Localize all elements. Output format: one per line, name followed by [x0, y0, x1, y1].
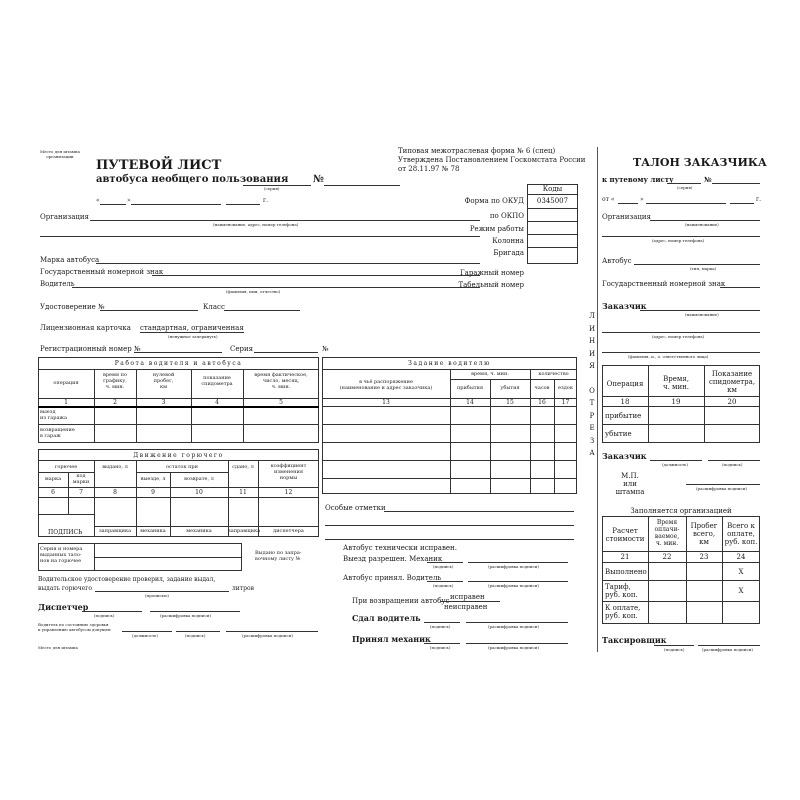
- talon-num-2: 23: [699, 553, 709, 561]
- health-1: Водитель по состоянию здоровья: [38, 622, 109, 627]
- date-month-line[interactable]: [131, 204, 221, 205]
- talon-decode-hint: (расшифровка подписи): [696, 486, 747, 491]
- handed-decode-hint: (расшифровка подписи): [488, 624, 539, 629]
- okud-label: Форма по ОКУД: [464, 197, 524, 205]
- talon-cust-hint-1: (наименование): [685, 312, 719, 317]
- accepted-sign-hint: (подпись): [430, 645, 451, 650]
- work-table-title: Работа водителя и автобуса: [114, 360, 243, 367]
- reg-number-sign: №: [322, 345, 329, 353]
- talon-row-departure: убытие: [605, 430, 632, 438]
- talon-col-paid: Время оплачи- ваемое, ч. мин.: [654, 519, 680, 547]
- talon-addr-hint: (адрес, номер телефона): [652, 238, 705, 243]
- mode-label: Режим работы: [469, 225, 524, 233]
- tab-label: Табельный номер: [458, 281, 524, 289]
- task-num: 17: [561, 399, 570, 406]
- reg-no-label: Регистрационный номер №: [40, 345, 141, 353]
- work-num: 1: [64, 399, 68, 406]
- on-return: При возвращении автобус: [352, 597, 450, 605]
- talon-mid: »: [640, 196, 644, 203]
- form-line-3: от 28.11.97 № 78: [398, 165, 460, 173]
- talon-pos-hint: (должность): [662, 462, 688, 467]
- date-day-line[interactable]: [100, 204, 126, 205]
- accepted-decode-hint: (расшифровка подписи): [488, 645, 539, 650]
- work-num: 3: [161, 399, 166, 406]
- talon-col-calc: Расчет стоимости: [605, 527, 645, 543]
- work-num: 5: [279, 399, 283, 406]
- col-coef: коэффициент изменения нормы: [270, 463, 307, 481]
- talon-row-pay: К оплате, руб. коп.: [605, 604, 641, 620]
- dispatcher-decode-hint: (расшифровка подписи): [160, 613, 211, 618]
- driver-decode-hint: (расшифровка подписи): [488, 583, 539, 588]
- work-num: 4: [215, 399, 219, 406]
- fuel-num: 6: [51, 489, 55, 496]
- col-out: выезде, л: [140, 476, 166, 482]
- org-line[interactable]: [90, 220, 480, 221]
- form-line-2: Утверждена Постановлением Госкомстата России: [398, 156, 586, 164]
- task-num: 14: [466, 399, 474, 406]
- talon-num-1: 20: [727, 398, 737, 406]
- sign-refueler: заправщика: [98, 528, 132, 534]
- accepted-driver: Автобус принял. Водитель: [343, 574, 442, 582]
- coupons-label: Серия и номера выданных тало- нов на горючее: [40, 546, 83, 564]
- brigade-label: Бригада: [493, 249, 524, 257]
- talon-year: г.: [756, 196, 762, 203]
- fuel-num: 10: [195, 489, 203, 496]
- driver-hint: (фамилия, имя, отчество): [226, 289, 281, 294]
- fuel-num: 8: [113, 489, 117, 496]
- doc-title: ПУТЕВОЙ ЛИСТ: [96, 158, 222, 173]
- talon-num-1: 19: [671, 398, 681, 406]
- task-num: 15: [506, 399, 514, 406]
- talon-row-done: Выполнено: [605, 568, 647, 576]
- talon-row-arrival: прибытие: [605, 412, 642, 420]
- talon-filled-by: Заполняется организацией: [630, 507, 732, 515]
- doc-subtitle: автобуса необщего пользования: [96, 174, 289, 185]
- talon-title: ТАЛОН ЗАКАЗЧИКА: [633, 156, 767, 169]
- garage-label: Гаражный номер: [460, 269, 524, 277]
- series-hint: (серия): [264, 186, 280, 191]
- col-rest: остаток при: [166, 464, 198, 470]
- okud-value: 0345007: [536, 197, 569, 205]
- okpo-label: по ОКПО: [489, 212, 524, 220]
- row-back: возвращение в гараж: [40, 427, 75, 439]
- sign-mechanic: механика: [140, 528, 166, 534]
- stamp-place: Место для штампа организации: [40, 149, 80, 159]
- talon-number-sign: №: [704, 175, 712, 184]
- codes-title: Коды: [542, 185, 563, 193]
- col-hours: часов: [534, 385, 550, 391]
- fuel-table-title: Движение горючего: [133, 452, 224, 459]
- reg-plate-label: Государственный номерной знак: [40, 268, 164, 276]
- date-mid: »: [127, 197, 131, 204]
- fuel-num: 12: [284, 489, 293, 496]
- lic-card-value: стандартная, ограниченная: [140, 324, 244, 332]
- col-actual: время фактическое, число, месяц, ч. мин.: [254, 372, 308, 390]
- talon-row-tariff: Тариф, руб. коп.: [605, 583, 638, 599]
- handed-sign-hint: (подпись): [430, 624, 451, 629]
- talon-col-time: Время, ч. мин.: [662, 375, 690, 391]
- form-line-1: Типовая межотраслевая форма № 6 (спец): [398, 147, 556, 155]
- liters-label: литров: [232, 585, 254, 592]
- col-arrival: прибытия: [456, 385, 484, 391]
- class-label: Класс: [203, 303, 225, 311]
- issued-by-label: Выдано по запра- вочному листу №: [255, 550, 302, 562]
- tech-ok: Автобус технически исправен.: [343, 544, 457, 552]
- fuel-num: 11: [239, 489, 247, 496]
- exit-allowed: Выезд разрешен. Механик: [343, 555, 443, 563]
- sign-dispatcher: диспетчера: [273, 528, 304, 534]
- lic-card-hint: (ненужное зачеркнуть): [168, 334, 218, 339]
- talon-col-total: Всего к оплате, руб. коп.: [724, 522, 758, 546]
- talon-num-2: 21: [620, 553, 630, 561]
- mech-sign-hint: (подпись): [433, 564, 454, 569]
- number-sign: №: [313, 174, 324, 185]
- talon-col-speedo: Показание спидометра, км: [708, 370, 756, 394]
- talon-bus: Автобус: [602, 257, 632, 265]
- accepted-mech: Принял механик: [352, 634, 431, 644]
- talon-num-1: 18: [620, 398, 630, 406]
- col-sched: время по графику, ч. мин.: [103, 372, 127, 390]
- dispatcher-sign-hint: (подпись): [94, 613, 115, 618]
- talon-series-hint: (серия): [677, 185, 693, 190]
- talon-customer: Заказчик: [602, 301, 647, 311]
- talon-num-2: 22: [662, 553, 672, 561]
- taxer-decode-hint: (расшифровка подписи): [702, 647, 753, 652]
- col-fuel: горючее: [54, 464, 78, 470]
- org-hint: (наименование, адрес, номер телефона): [213, 222, 299, 227]
- health-2: к управлению автобусом допущен: [38, 627, 111, 632]
- talon-bus-hint: (тип, марка): [690, 266, 717, 271]
- special-marks: Особые отметки: [325, 504, 386, 512]
- talon-to-list: к путевому листу: [602, 175, 674, 184]
- col-speedo: показание спидометра: [201, 375, 233, 387]
- stamp-place-bottom: Место для штампа: [38, 645, 78, 650]
- talon-customer-2: Заказчик: [602, 451, 647, 461]
- talon-col-op: Операция: [606, 380, 644, 388]
- row-out: выезд из гаража: [40, 409, 68, 421]
- sign-refueler-2: заправщика: [228, 528, 261, 534]
- fuel-num: 9: [151, 489, 155, 496]
- col-op: операция: [53, 380, 79, 386]
- taxer-sign-hint: (подпись): [664, 647, 685, 652]
- series-label: Серия: [230, 345, 254, 353]
- sign-label: ПОДПИСЬ: [48, 529, 83, 536]
- bus-brand-label: Марка автобуса: [40, 256, 100, 264]
- talon-mp: М.П. или штампа: [615, 472, 645, 496]
- work-num: 2: [113, 399, 117, 406]
- health-sign-hint: (подпись): [185, 633, 206, 638]
- col-brand: марка: [44, 476, 62, 482]
- driver-sign-hint: (подпись): [433, 583, 454, 588]
- talon-col-run: Пробег всего, км: [690, 522, 718, 546]
- dispatcher-label: Диспетчер: [38, 602, 89, 612]
- sign-mechanic-2: механика: [186, 528, 212, 534]
- health-decode-hint: (расшифровка подписи): [242, 633, 293, 638]
- talon-x-mark: X: [738, 568, 744, 576]
- talon-sign-hint: (подпись): [722, 462, 743, 467]
- talon-plate: Государственный номерной знак: [602, 280, 726, 288]
- talon-cust-hint-3: (фамилия, и., о. ответственного лица): [628, 354, 709, 359]
- col-disposal: в чьё распоряжение (наименование и адрес заказчика): [339, 379, 433, 391]
- col-qty: количество: [538, 371, 569, 377]
- fuel-give: выдать горючего: [38, 585, 93, 592]
- col-issued: выдано, л: [102, 464, 128, 470]
- cut-line-label: Л И Н И Я О Т Р Е З А: [588, 312, 596, 457]
- task-num: 16: [538, 399, 546, 406]
- mech-decode-hint: (расшифровка подписи): [488, 564, 539, 569]
- col-zero: нулевой пробег, км: [152, 372, 175, 390]
- date-year-line[interactable]: [226, 204, 260, 205]
- return-ok: исправен: [450, 593, 485, 601]
- col-departure: убытия: [500, 385, 520, 391]
- year-suffix: г.: [263, 197, 269, 204]
- talon-org: Организация: [602, 213, 651, 221]
- health-pos-hint: (должность): [132, 633, 158, 638]
- checked-text: Водительское удостоверение проверил, задание выдал,: [38, 576, 216, 583]
- col-trips: ездок: [558, 385, 573, 391]
- number-line[interactable]: [324, 185, 400, 186]
- col-time: время, ч. мин.: [471, 371, 509, 377]
- in-words-hint: (прописью): [145, 593, 169, 598]
- talon-cust-hint-2: (адрес, номер телефона): [652, 334, 705, 339]
- talon-num-2: 24: [736, 553, 746, 561]
- driver-label: Водитель: [40, 280, 75, 288]
- talon-x-mark: X: [738, 587, 744, 595]
- column-label: Колонна: [492, 237, 524, 245]
- handed-driver: Сдал водитель: [352, 613, 421, 623]
- talon-from: от «: [602, 196, 615, 203]
- task-table-title: Задание водителю: [408, 360, 491, 367]
- return-not-ok: неисправен: [444, 603, 488, 611]
- lic-card-label: Лицензионная карточка: [40, 324, 131, 332]
- org-label: Организация: [40, 213, 89, 221]
- col-handed: сдано, л: [232, 464, 254, 470]
- talon-taxer: Таксировщик: [602, 635, 667, 645]
- date-open: «: [96, 197, 100, 204]
- codes-box: [527, 184, 578, 264]
- col-code: код марки: [72, 473, 90, 485]
- license-label: Удостоверение №: [40, 303, 105, 311]
- fuel-num: 7: [79, 489, 83, 496]
- talon-org-hint: (наименование): [685, 222, 719, 227]
- col-return: возврате, л: [184, 476, 214, 482]
- task-num: 13: [382, 399, 390, 406]
